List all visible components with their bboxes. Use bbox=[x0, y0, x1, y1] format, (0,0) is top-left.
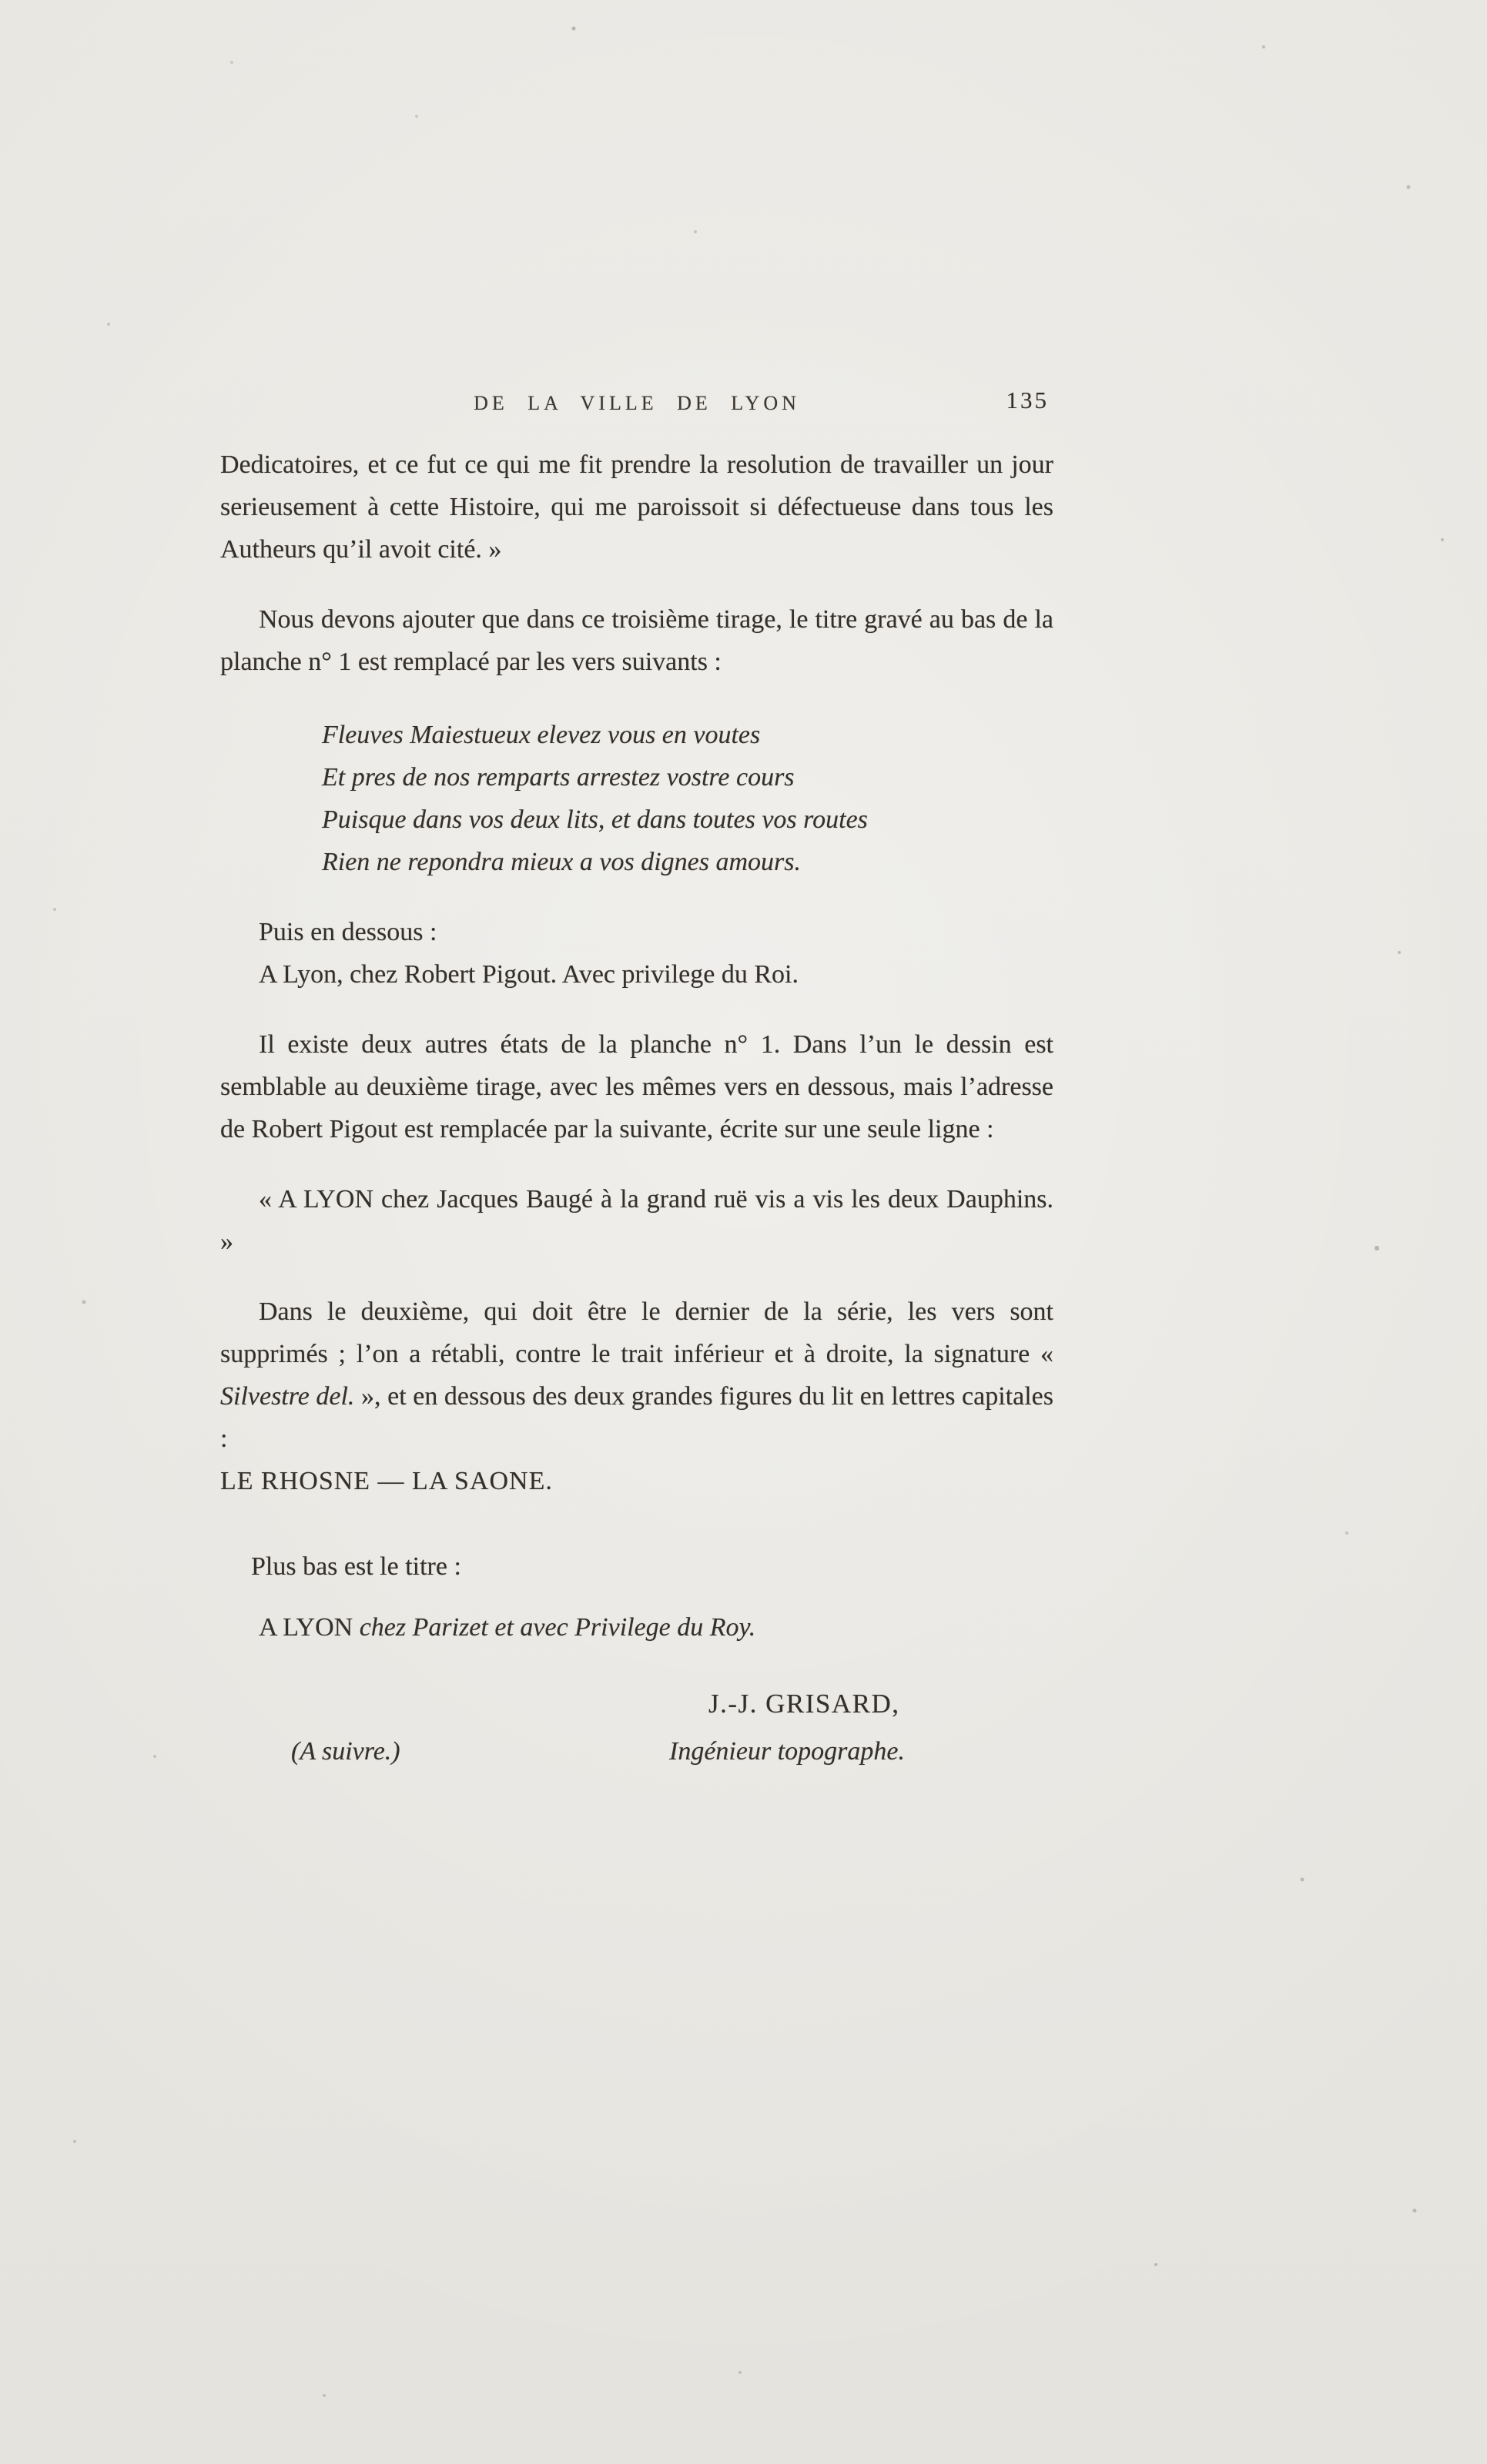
paragraph bbox=[220, 1291, 1053, 1460]
to-be-continued-note: (A suivre.) bbox=[291, 1737, 400, 1766]
scan-noise-specks bbox=[0, 0, 2, 2]
paragraph-segment-italic: Silvestre del. bbox=[220, 1382, 355, 1411]
paragraph-segment: », et en dessous des deux grandes figures du lit en lettres capitales : bbox=[220, 1382, 1053, 1453]
paragraph-quote: « A LYON chez Jacques Baugé à la grand ruë vis a vis les deux Dauphins. » bbox=[220, 1185, 1053, 1256]
paragraph-continuation: Dedicatoires, et ce fut ce qui me fit prendre la resolution de travailler un jour serieusement à cette Histoire, qui me paroissoit si défectueuse dans tous les Autheurs qu’il avoit cité. » bbox=[220, 450, 1053, 564]
capitals-line: LE RHOSNE — LA SAONE. bbox=[220, 1467, 553, 1495]
paragraph: A Lyon, chez Robert Pigout. Avec privilege du Roi. bbox=[259, 960, 799, 989]
paragraph-segment: Dans le deuxième, qui doit être le dernier de la série, les vers sont supprimés ; l’on a rétabli, contre le trait inférieur et à droite, la signature « bbox=[220, 1297, 1053, 1368]
paragraph: Nous devons ajouter que dans ce troisième tirage, le titre gravé au bas de la planche n° 1 est remplacé par les vers suivants : bbox=[220, 605, 1053, 676]
page-number: 135 bbox=[1006, 387, 1049, 413]
verse-line: Rien ne repondra mieux a vos dignes amours. bbox=[322, 848, 801, 876]
paragraph: Puis en dessous : bbox=[259, 918, 437, 946]
signature-title: Ingénieur topographe. bbox=[669, 1737, 905, 1766]
verse-line: Fleuves Maiestueux elevez vous en voutes bbox=[322, 721, 761, 749]
paragraph: Il existe deux autres états de la planche n° 1. Dans l’un le dessin est semblable au deuxième tirage, avec les mêmes vers en dessous, mais l’adresse de Robert Pigout est remplacée par la suivante, écrite sur une seule ligne : bbox=[220, 1030, 1053, 1143]
verse-line: Et pres de nos remparts arrestez vostre cours bbox=[322, 763, 795, 792]
page-header bbox=[220, 377, 1053, 420]
signature-name: J.-J. GRISARD, bbox=[708, 1689, 900, 1719]
running-title: DE LA VILLE DE LYON bbox=[474, 392, 800, 414]
signature-block bbox=[220, 1682, 1053, 1790]
title-line bbox=[220, 1606, 1053, 1649]
title-line-caps: A LYON bbox=[259, 1613, 360, 1642]
verse-block bbox=[322, 714, 1053, 883]
title-line-italic: chez Parizet et avec Privilege du Roy. bbox=[359, 1613, 756, 1642]
verse-line: Puisque dans vos deux lits, et dans toutes vos routes bbox=[322, 805, 868, 834]
text-block bbox=[220, 377, 1053, 1790]
paragraph: Plus bas est le titre : bbox=[251, 1552, 461, 1581]
